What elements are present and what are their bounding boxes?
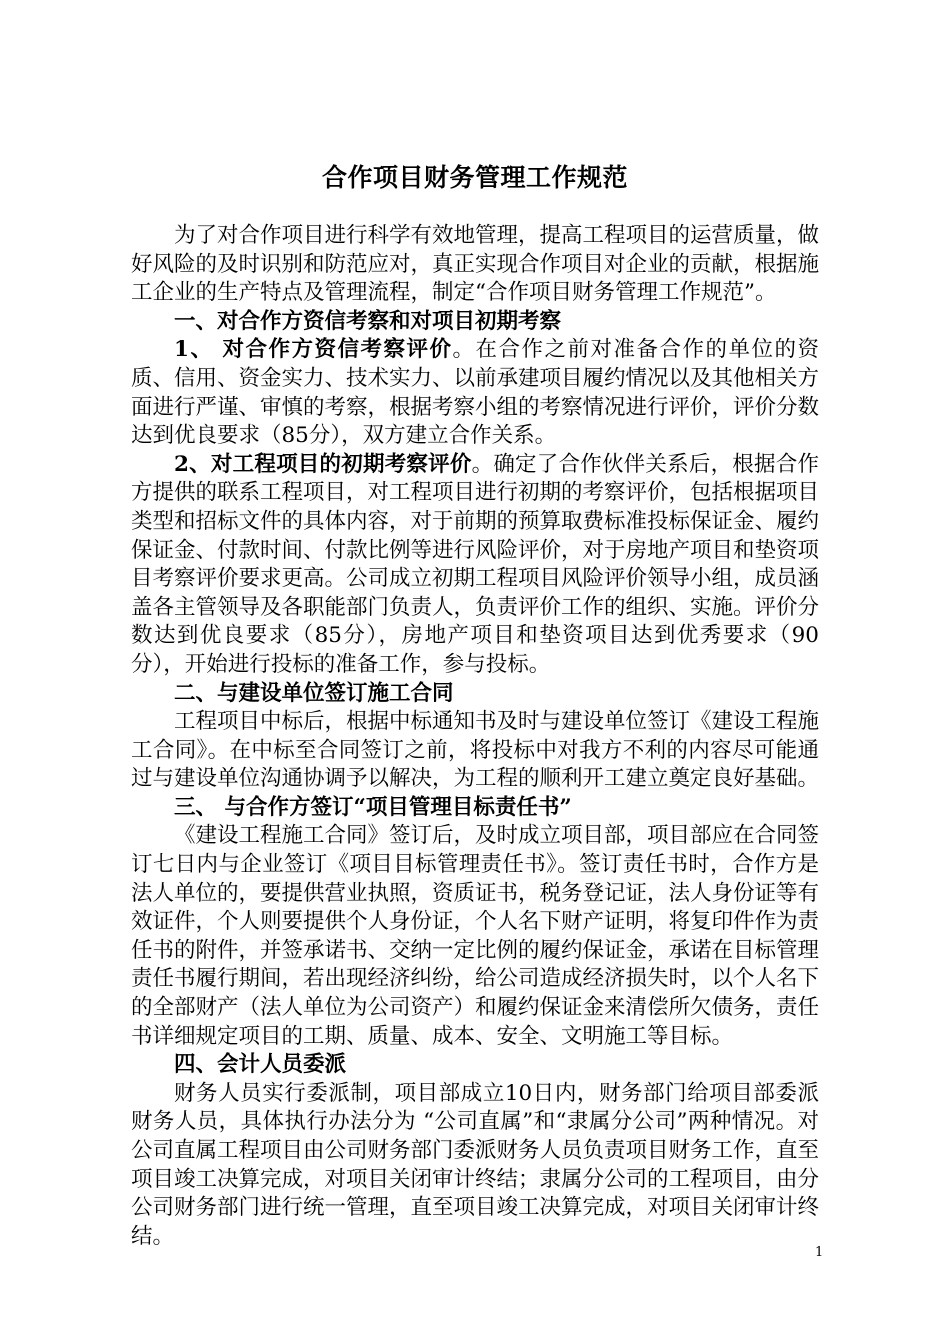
- section-1-paragraph-1: [131, 336, 819, 450]
- document-body: [131, 222, 819, 1251]
- section-2-paragraph: 工程项目中标后，根据中标通知书及时与建设单位签订《建设工程施工合同》。在中标至合同签订之前，将投标中对我方不利的内容尽可能通过与建设单位沟通协调予以解决，为工程的顺利开工建立奠定良好基础。: [131, 709, 820, 792]
- section-2-heading: 二、与建设单位签订施工合同: [174, 680, 454, 706]
- section-1-subheading-2: 2、对工程项目的初期考察评价: [174, 451, 472, 477]
- section-1-paragraph-2-text: 。确定了合作伙伴关系后，根据合作方提供的联系工程项目，对工程项目进行初期的考察评价，包括根据项目类型和招标文件的具体内容，对于前期的预算取费标准投标保证金、履约保证金、付款时间、付款比例等进行风险评价，对于房地产项目和垫资项目考察评价要求更高。公司成立初期工程项目风险评价领导小组，成员涵盖各主管领导及各职能部门负责人，负责评价工作的组织、实施。评价分数达到优良要求（85分），房地产项目和垫资项目达到优秀要求（90分），开始进行投标的准备工作，参与投标。: [131, 451, 820, 677]
- section-4-paragraph: 财务人员实行委派制，项目部成立10日内，财务部门给项目部委派财务人员，具体执行办法分为 “公司直属”和“隶属分公司”两种情况。对公司直属工程项目由公司财务部门委派财务人员负责项目财务工作，直至项目竣工决算完成，对项目关闭审计终结；隶属分公司的工程项目，由分公司财务部门进行统一管理，直至项目竣工决算完成，对项目关闭审计终结。: [131, 1080, 820, 1249]
- intro-paragraph: 为了对合作项目进行科学有效地管理，提高工程项目的运营质量，做好风险的及时识别和防范应对，真正实现合作项目对企业的贡献，根据施工企业的生产特点及管理流程，制定“合作项目财务管理工作规范”。: [131, 223, 820, 306]
- document-title: 合作项目财务管理工作规范: [321, 163, 628, 192]
- section-1-paragraph-2: [131, 451, 819, 680]
- section-3-heading: 三、 与合作方签订“项目管理目标责任书”: [174, 794, 572, 820]
- page-number: 1: [815, 1245, 824, 1260]
- section-1-heading: 一、对合作方资信考察和对项目初期考察: [174, 308, 562, 334]
- section-1-paragraph-1-text: 。在合作之前对准备合作的单位的资质、信用、资金实力、技术实力、以前承建项目履约情况以及其他相关方面进行严谨、审慎的考察，根据考察小组的考察情况进行评价，评价分数达到优良要求（85分），双方建立合作关系。: [131, 337, 820, 449]
- section-3-paragraph: 《建设工程施工合同》签订后，及时成立项目部，项目部应在合同签订七日内与企业签订《项目目标管理责任书》。签订责任书时，合作方是法人单位的，要提供营业执照，资质证书，税务登记证，法人身份证等有效证件，个人则要提供个人身份证，个人名下财产证明，将复印件作为责任书的附件，并签承诺书、交纳一定比例的履约保证金，承诺在目标管理责任书履行期间，若出现经济纠纷，给公司造成经济损失时，以个人名下的全部财产（法人单位为公司资产）和履约保证金来清偿所欠债务，责任书详细规定项目的工期、质量、成本、安全、文明施工等目标。: [131, 823, 820, 1049]
- section-4-heading: 四、会计人员委派: [174, 1052, 347, 1078]
- section-1-subheading-1: 1、 对合作方资信考察评价: [174, 337, 453, 363]
